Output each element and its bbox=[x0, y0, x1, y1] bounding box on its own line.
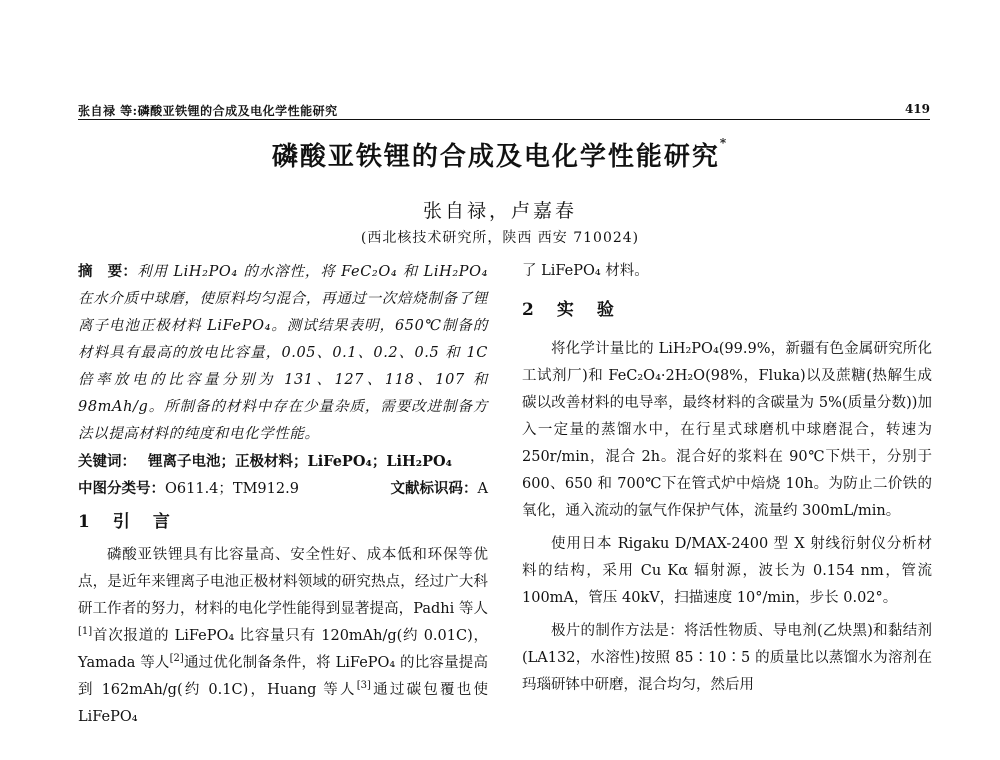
citation-2: [2] bbox=[169, 653, 184, 665]
keywords bbox=[78, 448, 488, 475]
citation-1: [1] bbox=[78, 626, 93, 638]
classification-line bbox=[78, 475, 488, 503]
title-footnote-mark: * bbox=[719, 136, 729, 150]
intro-continuation: 了 LiFePO₄ 材料。 bbox=[522, 263, 649, 279]
right-column bbox=[522, 258, 932, 699]
running-title: 张自禄 等:磷酸亚铁锂的合成及电化学性能研究 bbox=[78, 104, 338, 118]
keywords-label: 关键词： bbox=[78, 453, 136, 470]
left-column bbox=[78, 258, 488, 731]
abstract bbox=[78, 258, 488, 448]
abstract-label: 摘 要： bbox=[78, 263, 138, 280]
keywords-text: 锂离子电池；正极材料；LiFePO₄；LiH₂PO₄ bbox=[148, 453, 452, 470]
citation-3: [3] bbox=[356, 680, 371, 692]
experiment-paragraph-2: 使用日本 Rigaku D/MAX-2400 型 X 射线衍射仪分析材料的结构，采用 Cu Kα 辐射源，波长为 0.154 nm，管流 100mA，管压 40kV，扫描速度 10°/min，步长 0.02°。 bbox=[522, 536, 932, 606]
doc-code-value: A bbox=[477, 481, 488, 497]
intro-text-1: 磷酸亚铁锂具有比容量高、安全性好、成本低和环保等优点，是近年来锂离子电池正极材料领域的研究热点，经过广大科研工作者的努力，材料的电化学性能得到显著提高，Padhi 等人 bbox=[78, 547, 488, 617]
running-header bbox=[78, 100, 930, 120]
clc-label: 中图分类号： bbox=[78, 480, 165, 497]
paper-title bbox=[0, 136, 1000, 173]
intro-paragraph bbox=[78, 542, 488, 731]
intro-text-2: 首次报道的 LiFePO₄ 比容量只有 120mAh/g(约 0.01C)，Yamada 等人 bbox=[78, 628, 488, 671]
section-1-heading: 1 引 言 bbox=[78, 512, 173, 532]
header-rule bbox=[78, 119, 930, 120]
clc-value: O611.4；TM912.9 bbox=[165, 481, 299, 497]
page-number: 419 bbox=[904, 102, 930, 116]
section-2-heading: 2 实 验 bbox=[522, 300, 617, 320]
intro-text-3: 通过优化制备条件，将 LiFePO₄ 的比容量提高到 162mAh/g(约 0.1C)，Huang 等人 bbox=[78, 655, 488, 698]
author-list: 张自禄，卢嘉春 bbox=[422, 200, 577, 222]
paper-title-text: 磷酸亚铁锂的合成及电化学性能研究 bbox=[271, 142, 720, 172]
intro-text-4: 通过碳包覆也使 LiFePO₄ bbox=[78, 682, 489, 725]
experiment-paragraph-3: 极片的制作方法是：将活性物质、导电剂(乙炔黑)和黏结剂(LA132，水溶性)按照 85∶10∶5 的质量比以蒸馏水为溶剂在玛瑙研钵中研磨，混合均匀，然后用 bbox=[522, 623, 932, 693]
doc-code-label: 文献标识码： bbox=[390, 480, 478, 497]
abstract-text: 利用 LiH₂PO₄ 的水溶性，将 FeC₂O₄ 和 LiH₂PO₄ 在水介质中球磨，使原料均匀混合，再通过一次焙烧制备了锂离子电池正极材料 LiFePO₄。测试结果表明，650℃制备的材料具有最高的放电比容量，0.05、0.1、0.2、0.5 和 1C 倍率放电的比容量分别为 131、127、118、107 和 98mAh/g。所制备的材料中存在少量杂质，需要改进制备方法以提高材料的纯度和电化学性能。 bbox=[78, 264, 489, 442]
affiliation: (西北核技术研究所，陕西 西安 710024) bbox=[360, 230, 640, 246]
experiment-paragraph-1: 将化学计量比的 LiH₂PO₄(99.9%，新疆有色金属研究所化工试剂厂)和 FeC₂O₄·2H₂O(98%，Fluka)以及蔗糖(热解生成碳以改善材料的电导率，最终材料的含碳量为 5%(质量分数))加入一定量的蒸馏水中，在行星式球磨机中球磨混合，转速为 250r/min，混合 2h。混合好的浆料在 90℃下烘干，分别于 600、650 和 700℃下在管式炉中焙烧 10h。为防止二价铁的氧化，通入流动的氩气作保护气体，流量约 300mL/min。 bbox=[522, 341, 932, 519]
